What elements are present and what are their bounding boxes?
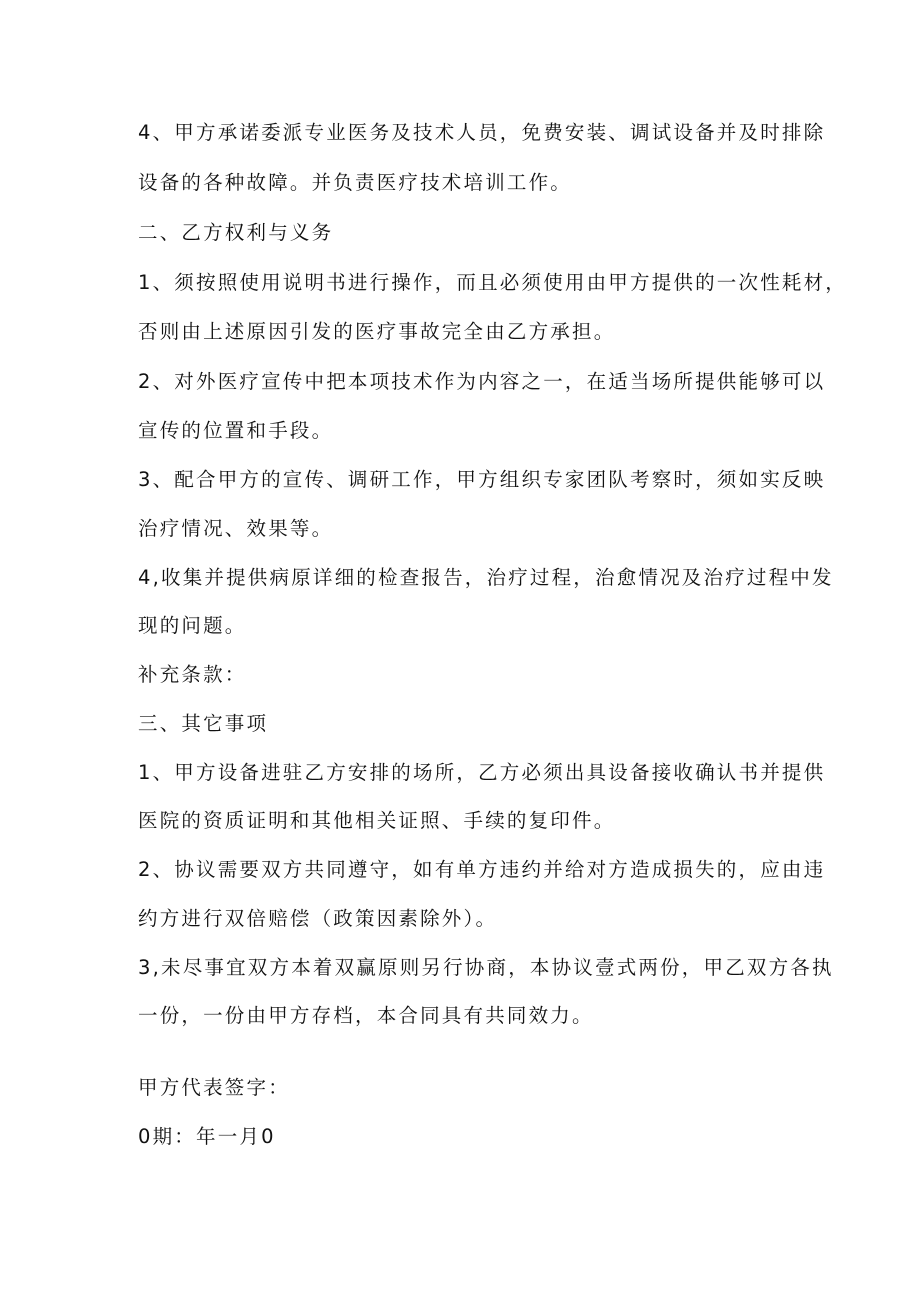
clause-c3-line-1: 3,未尽事宜双方本着双赢原则另行协商，本协议壹式两份，甲乙双方各执 (138, 956, 834, 979)
clause-b2-line-2: 宣传的位置和手段。 (138, 419, 334, 442)
clause-b4-line-1: 4,收集并提供病原详细的检查报告，治疗过程，治愈情况及治疗过程中发 (138, 566, 834, 589)
clause-c1-line-1: 1、甲方设备进驻乙方安排的场所，乙方必须出具设备接收确认书并提供 (138, 761, 826, 784)
clause-c2-line-2: 约方进行双倍赔偿（政策因素除外）。 (138, 907, 498, 930)
clause-b2-line-1: 2、对外医疗宣传中把本项技术作为内容之一，在适当场所提供能够可以 (138, 370, 826, 393)
clause-c2-line-1: 2、协议需要双方共同遵守，如有单方违约并给对方造成损失的，应由违 (138, 858, 826, 881)
clause-b1-line-2: 否则由上述原因引发的医疗事故完全由乙方承担。 (138, 320, 616, 343)
clause-a4-line-2: 设备的各种故障。并负责医疗技术培训工作。 (138, 171, 573, 194)
supplementary-terms-heading: 补充条款： (138, 663, 247, 686)
clause-c1-line-2: 医院的资质证明和其他相关证照、手续的复印件。 (138, 809, 616, 832)
party-a-signature-label: 甲方代表签字： (138, 1076, 290, 1099)
clause-b1-line-1: 1、须按照使用说明书进行操作，而且必须使用由甲方提供的一次性耗材， (138, 271, 848, 294)
clause-c3-line-2: 一份，一份由甲方存档，本合同具有共同效力。 (138, 1004, 594, 1027)
clause-b3-line-1: 3、配合甲方的宣传、调研工作，甲方组织专家团队考察时，须如实反映 (138, 468, 826, 491)
date-line: 0期：年一月0 (138, 1125, 276, 1148)
clause-b3-line-2: 治疗情况、效果等。 (138, 517, 334, 540)
clause-b4-line-2: 现的问题。 (138, 614, 247, 637)
section-heading-party-b: 二、乙方权利与义务 (138, 221, 334, 244)
section-heading-other-matters: 三、其它事项 (138, 712, 269, 735)
clause-a4-line-1: 4、甲方承诺委派专业医务及技术人员，免费安装、调试设备并及时排除 (138, 121, 826, 144)
